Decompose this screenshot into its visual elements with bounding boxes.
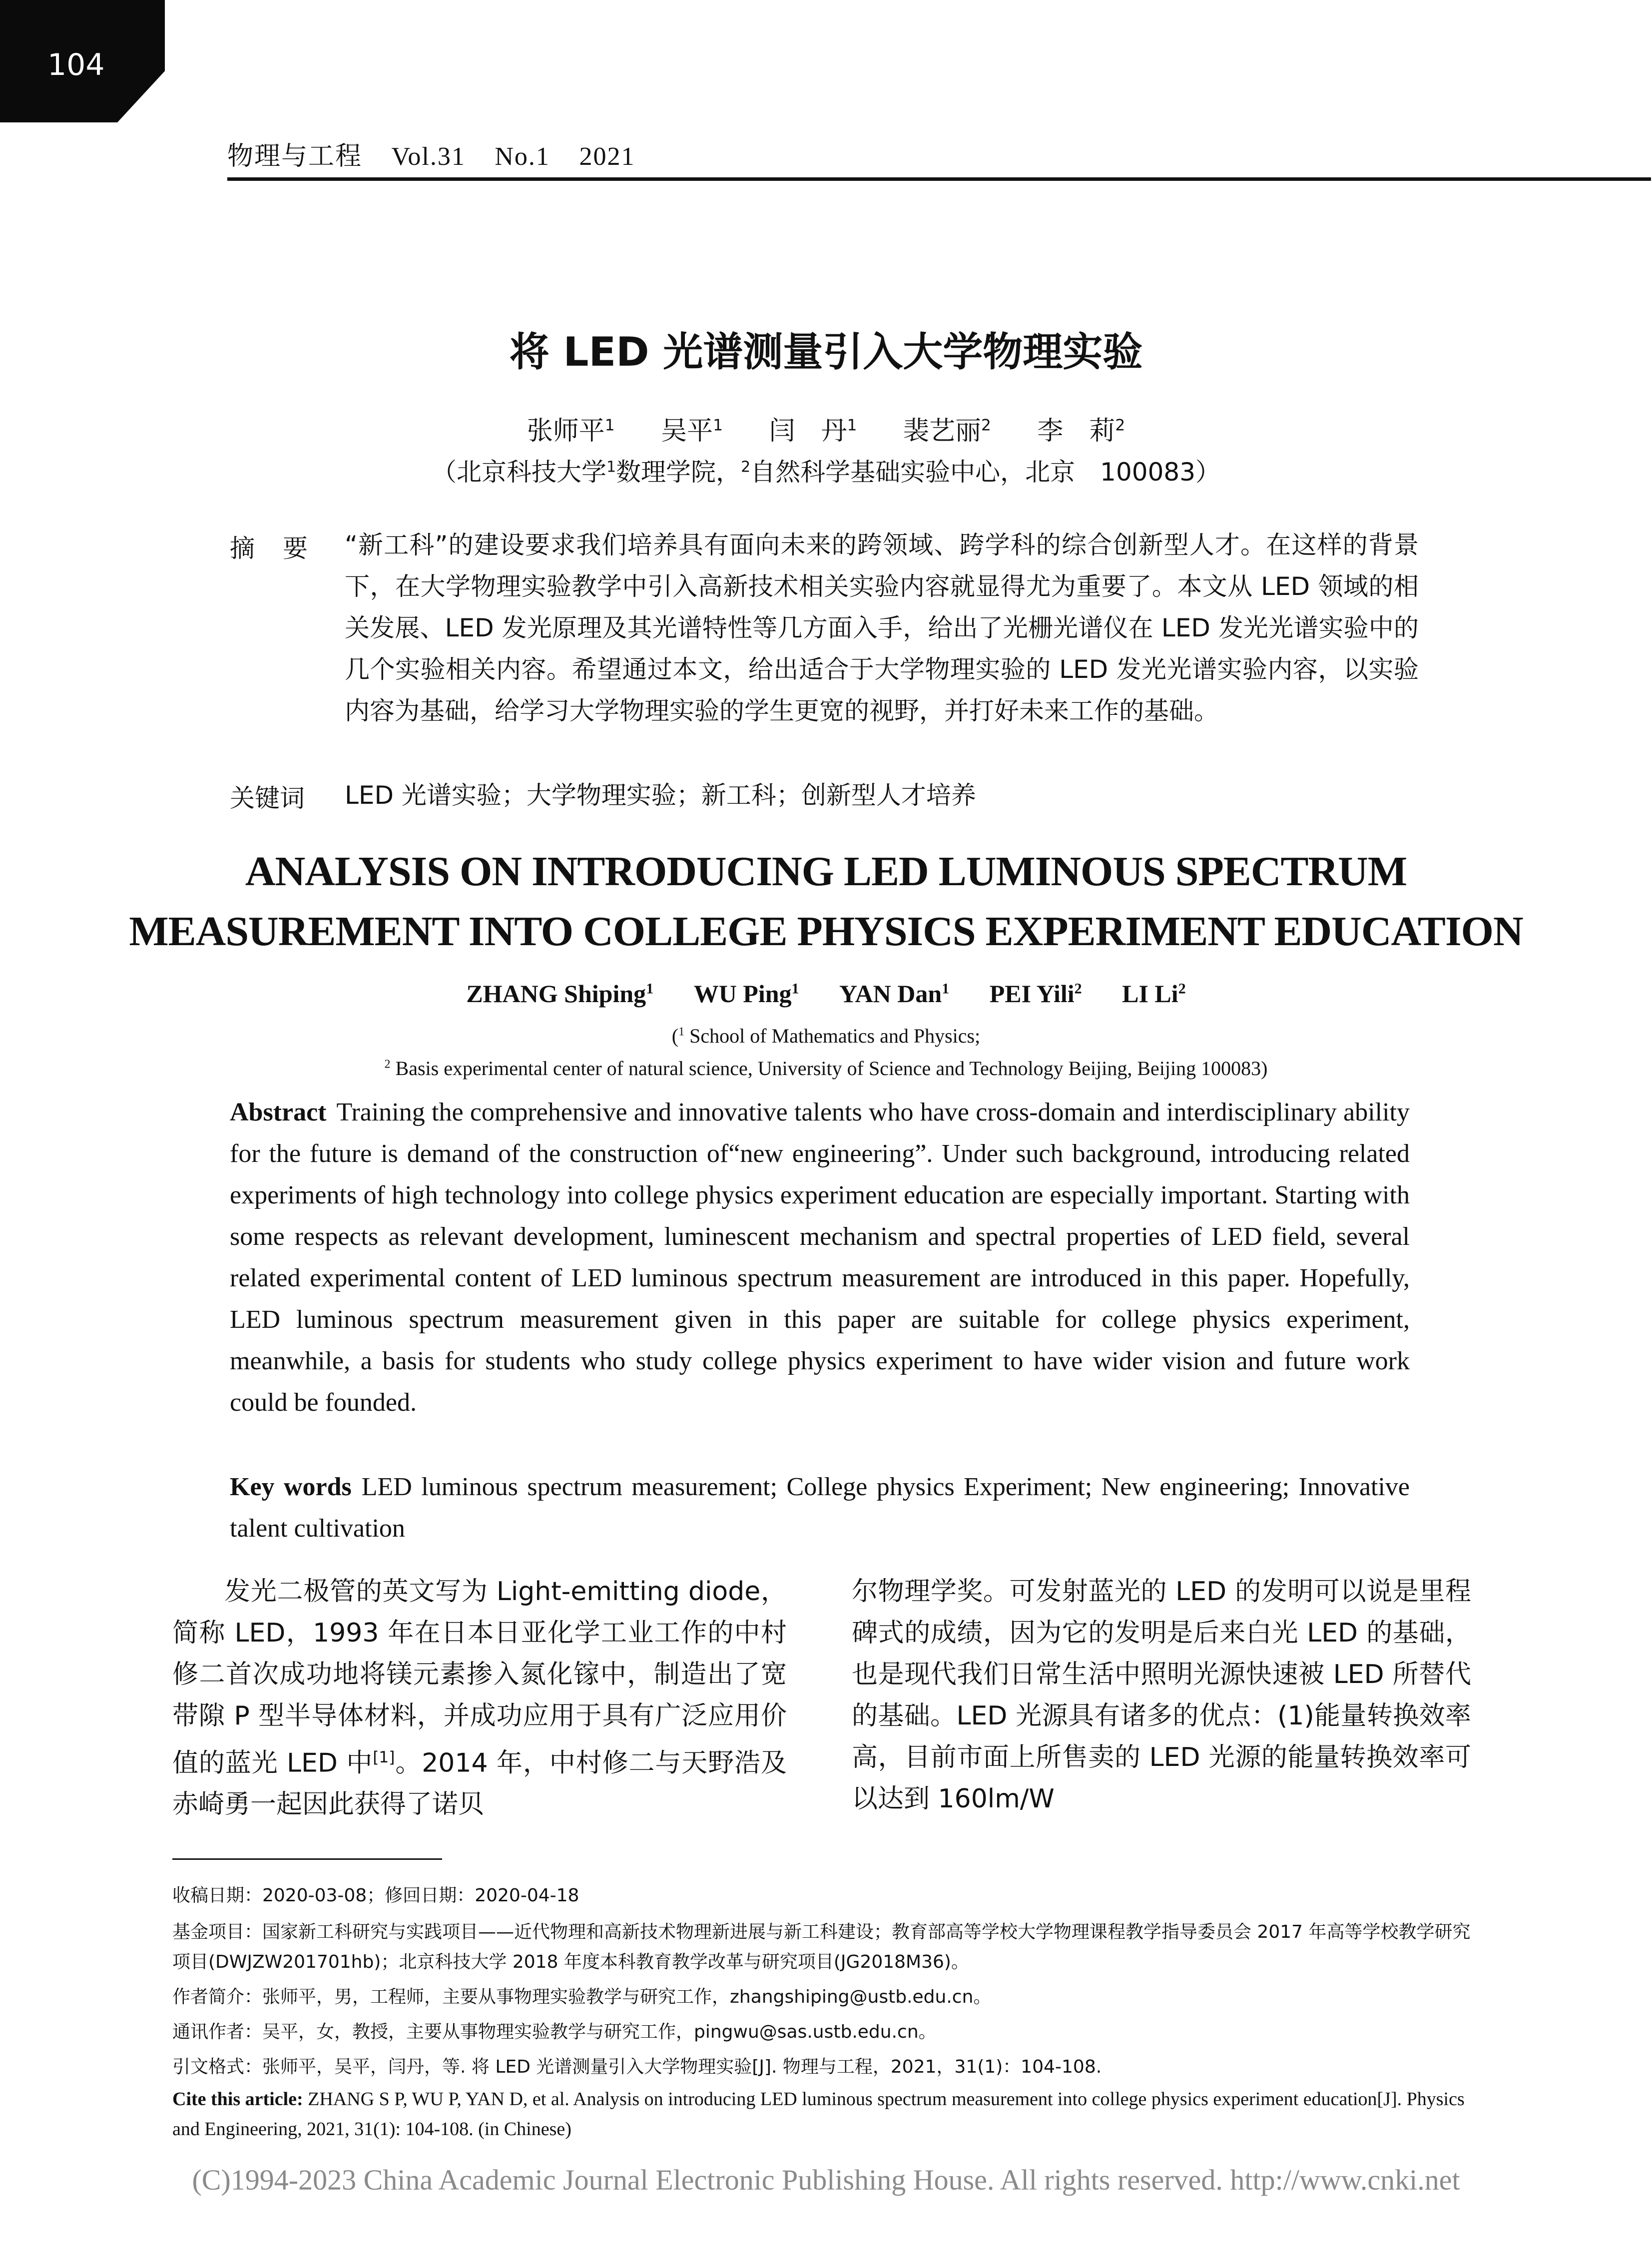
article-title-cn: 将 LED 光谱测量引入大学物理实验: [509, 329, 1143, 375]
author-cn: 李 莉$^2$: [1037, 416, 1125, 446]
keywords-text-en: LED luminous spectrum measurement; College physics Experiment; New engineering; Innovative talent cultivation: [230, 1473, 1410, 1543]
footnote-author-bio: 作者简介：张师平，男，工程师，主要从事物理实验教学与研究工作，zhangshiping@ustb.edu.cn。: [172, 1987, 992, 2007]
title-en-line2: MEASUREMENT INTO COLLEGE PHYSICS EXPERIMENT EDUCATION: [129, 908, 1523, 955]
journal-year: 2021: [579, 142, 635, 171]
author-en: LI Li$^2$: [1122, 980, 1186, 1008]
author-list-en: [0, 979, 1652, 1008]
journal-issue: No.1: [495, 142, 550, 171]
footnote-received: 收稿日期：2020-03-08；修回日期：2020-04-18: [172, 1885, 579, 1906]
title-en-line1: ANALYSIS ON INTRODUCING LED LUMINOUS SPECTRUM: [245, 848, 1407, 895]
author-cn: 张师平$^1$: [527, 416, 615, 446]
body-column-left: 发光二极管的英文写为 Light-emitting diode，简称 LED，1993 年在日本日亚化学工业工作的中村修二首次成功地将镁元素掺入氮化镓中，制造出了宽带隙 P 型半导体材料，并成功应用于具有广泛应用价值的蓝光 LED 中[1]。2014 年，中村修二与天野浩及赤崎勇一起因此获得了诺贝: [172, 1577, 787, 1820]
author-cn: 闫 丹$^1$: [769, 416, 857, 446]
journal-volume: Vol.31: [391, 142, 466, 171]
keywords-text-cn: LED 光谱实验；大学物理实验；新工科；创新型人才培养: [345, 781, 976, 810]
abstract-label-en: Abstract: [230, 1098, 327, 1126]
author-en: WU Ping$^1$: [693, 980, 799, 1008]
keywords-label-cn: 关键词: [230, 784, 305, 813]
affiliation-cn: （北京科技大学$^1$数理学院，$^2$自然科学基础实验中心，北京 100083）: [431, 458, 1221, 487]
header-rule: [227, 177, 1651, 181]
copyright-watermark: (C)1994-2023 China Academic Journal Electronic Publishing House. All rights reserved. http://www.cnki.net: [192, 2164, 1460, 2196]
author-cn: 吴平$^1$: [661, 416, 723, 446]
body-column-right: 尔物理学奖。可发射蓝光的 LED 的发明可以说是里程碑式的成绩，因为它的发明是后来白光 LED 的基础，也是现代我们日常生活中照明光源快速被 LED 所替代的基础。LED 光源具有诸多的优点：(1)能量转换效率高，目前市面上所售卖的 LED 光源的能量转换效率可以达到 160lm/W: [852, 1577, 1471, 1814]
abstract-text-cn: “新工科”的建设要求我们培养具有面向未来的跨领域、跨学科的综合创新型人才。在这样的背景下，在大学物理实验教学中引入高新技术相关实验内容就显得尤为重要了。本文从 LED 领域的相关发展、LED 发光原理及其光谱特性等几方面入手，给出了光栅光谱仪在 LED 发光光谱实验中的几个实验相关内容。希望通过本文，给出适合于大学物理实验的 LED 发光光谱实验内容，以实验内容为基础，给学习大学物理实验的学生更宽的视野，并打好未来工作的基础。: [345, 531, 1419, 725]
page-number: 104: [47, 47, 105, 82]
abstract-text-en: Training the comprehensive and innovative talents who have cross-domain and interdisciplinary ability for the future is demand of the construction of“new engineering”. Under such background, introducing related experiments of high technology into college physics experiment education are especially important. Starting with some respects as relevant development, luminescent mechanism and spectral properties of LED field, several related experimental content of LED luminous spectrum measurement are introduced in this paper. Hopefully, LED luminous spectrum measurement given in this paper are suitable for college physics experiment, meanwhile, a basis for students who study college physics experiment to have wider vision and future work could be founded.: [230, 1098, 1410, 1417]
cite-en-label: Cite this article:: [172, 2089, 303, 2110]
keywords-label-en: Key words: [230, 1473, 352, 1501]
footnote-funding: 基金项目：国家新工科研究与实践项目——近代物理和高新技术物理新进展与新工科建设；教育部高等学校大学物理课程教学指导委员会 2017 年高等学校教学研究项目(DWJZW201701hb)；北京科技大学 2018 年度本科教育教学改革与研究项目(JG2018M36)。: [172, 1922, 1471, 1972]
abstract-label-cn: 摘要: [230, 534, 336, 563]
footnote-corresponding: 通讯作者：吴平，女，教授，主要从事物理实验教学与研究工作，pingwu@sas.ustb.edu.cn。: [172, 2022, 937, 2042]
author-list-cn: [0, 410, 1652, 447]
author-en: YAN Dan$^1$: [839, 980, 950, 1008]
affiliation-en-line1: ($^1$ School of Mathematics and Physics;: [671, 1025, 981, 1047]
abstract-en: [230, 1092, 1410, 1423]
keywords-en: [230, 1466, 1410, 1549]
footnote-citation-cn: 引文格式：张师平，吴平，闫丹，等. 将 LED 光谱测量引入大学物理实验[J]. 物理与工程，2021，31(1)：104-108.: [172, 2057, 1102, 2077]
citation-ref[interactable]: [1]: [373, 1748, 395, 1766]
journal-name: 物理与工程: [227, 141, 363, 171]
footnote-rule: [172, 1858, 442, 1860]
footnote-citation-en: Cite this article: ZHANG S P, WU P, YAN D, et al. Analysis on introducing LED luminous spectrum measurement into college physics experiment education[J]. Physics and Engineering, 2021, 31(1): 104-108. (in Chinese): [172, 2089, 1465, 2140]
author-en: PEI Yili$^2$: [989, 980, 1082, 1008]
author-cn: 裴艺丽$^2$: [903, 416, 991, 446]
author-en: ZHANG Shiping$^1$: [466, 980, 654, 1008]
running-head: [227, 135, 635, 172]
article-title-en: [0, 842, 1652, 962]
affiliation-en-line2: $^2$ Basis experimental center of natural science, University of Science and Technology Beijing, Beijing 100083): [384, 1057, 1268, 1080]
